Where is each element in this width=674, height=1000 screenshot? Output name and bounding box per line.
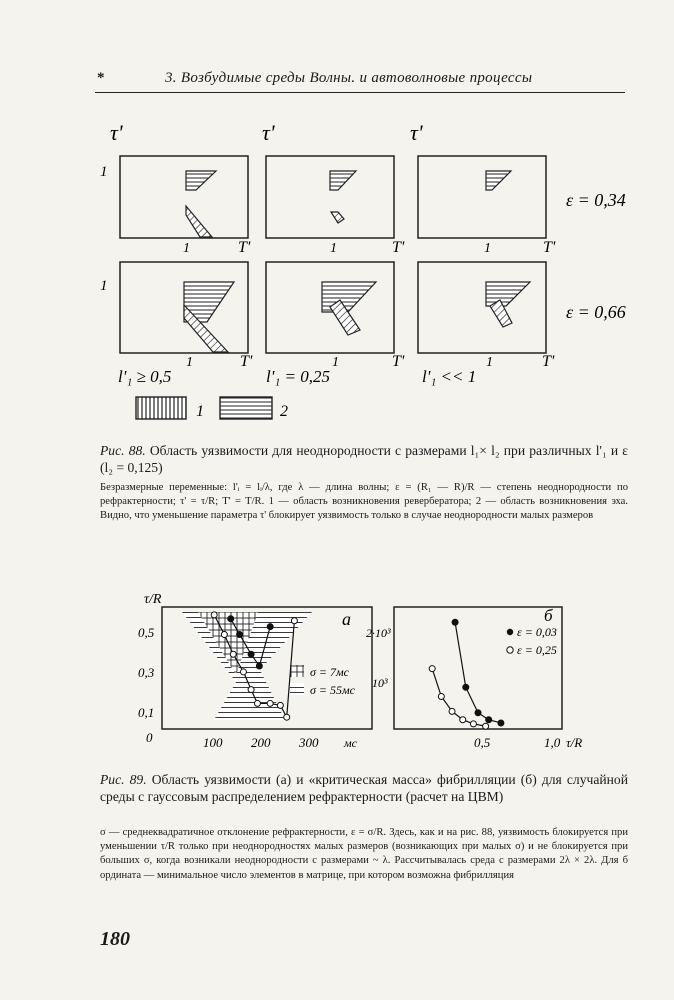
fig89b-series-1-point-3 xyxy=(475,710,481,716)
fig89a-xtick-0: 100 xyxy=(203,735,223,750)
caption-89-label: Рис. 89. xyxy=(100,772,147,787)
fig88-r1c1-xlabel: T' xyxy=(238,239,251,256)
fig89b-xtick-1: 1,0 xyxy=(544,735,561,750)
fig89a-legend-sigma55: σ = 55мс xyxy=(310,683,355,697)
caption-89-title: Область уязвимости (а) и «критическая масса» фибрилляции (б) для случайной среды с гауссовым распределением рефрактерности (расчет на ЦВМ) xyxy=(100,772,628,804)
fig88-eps-row2: ε = 0,66 xyxy=(566,302,626,322)
fig89a-panel-label: а xyxy=(342,609,351,629)
fig89b-xtick-0: 0,5 xyxy=(474,735,491,750)
fig89b-series-2-point-6 xyxy=(483,723,489,729)
fig89b-panel-label: б xyxy=(544,606,553,625)
fig88-panel-r2c2 xyxy=(266,262,394,353)
fig89a-series-2-point-5 xyxy=(248,687,254,693)
fig88-legend-1 xyxy=(136,397,204,420)
fig89b-series-1-point-1 xyxy=(452,619,458,625)
fig88-col3-param: l'₁ << 1 xyxy=(422,367,477,386)
fig88-col1-param: l'₁ ≥ 0,5 xyxy=(118,367,172,386)
fig88-r1c2-xtick: 1 xyxy=(330,241,337,256)
fig89a-series-1-point-3 xyxy=(248,651,254,657)
fig89b-legend-filled-marker xyxy=(507,629,513,635)
figure-89 xyxy=(0,585,674,755)
fig89b-series-1-line xyxy=(455,622,501,723)
fig89a-series-2-point-7 xyxy=(267,700,273,706)
fig89a-ytick-0: 0 xyxy=(146,730,153,745)
header-marker: * xyxy=(97,70,105,86)
fig89a-legend-line-swatch xyxy=(290,683,304,695)
fig89b-legend-open-marker xyxy=(507,647,513,653)
fig88-col2-param: l'₁ = 0,25 xyxy=(266,367,330,386)
fig89a-series-2-point-9 xyxy=(284,714,290,720)
fig89b-series-2-point-3 xyxy=(449,708,455,714)
caption-88-title: Область уязвимости для неоднородности с размерами l₁× l₂ при различных l'₁ и ε (l₂ = 0,125) xyxy=(100,443,628,475)
fig89a-xlabel: мс xyxy=(344,736,357,750)
header-title: 3. Возбудимые среды Волны. и автоволновые процессы xyxy=(165,70,533,86)
fig88-panel-r1c1 xyxy=(120,156,248,238)
fig89a-series-1-point-5 xyxy=(267,624,273,630)
fig89-panel-b xyxy=(366,606,582,750)
fig89a-series-2-point-6 xyxy=(254,700,260,706)
fig88-legend-2-number: 2 xyxy=(280,403,288,420)
fig89b-ytick-0: 2·10³ xyxy=(366,626,391,640)
fig89a-ylabel: τ/R xyxy=(144,592,162,607)
fig89a-ytick-1: 0,1 xyxy=(138,705,155,720)
fig89b-series-1-point-4 xyxy=(486,717,492,723)
fig88-ylabel-col2: τ' xyxy=(262,120,275,145)
page-number: 180 xyxy=(100,928,130,950)
fig88-r2c2-xtick: 1 xyxy=(332,355,339,370)
fig89a-series-2-point-10 xyxy=(291,618,297,624)
caption-88-title-block xyxy=(100,442,628,476)
fig89a-series-2-point-2 xyxy=(221,632,227,638)
fig88-panel-r1c2 xyxy=(266,156,394,238)
fig89b-legend-eps003: ε = 0,03 xyxy=(517,625,557,639)
fig88-ylabel-col3: τ' xyxy=(410,120,423,145)
caption-88-body: Безразмерные переменные: l'ᵢ = lᵢ/λ, где λ — длина волны; ε = (R₁ — R)/R — степень неоднородности по рефрактерности; τ' = τ/R; T' = T/R. 1 — область возникновения ревербератора; 2 — область возникновения эха. Видно, что уменьшение параметра τ' блокирует уязвимость только в случае неоднородности малых размеров xyxy=(100,482,628,522)
fig88-eps-row1: ε = 0,34 xyxy=(566,190,626,210)
fig88-panel-r2c1 xyxy=(120,262,248,353)
fig89a-series-1-point-2 xyxy=(237,632,243,638)
fig89b-xlabel: τ/R xyxy=(566,735,583,750)
caption-88-label: Рис. 88. xyxy=(100,443,146,458)
fig89a-series-2-point-8 xyxy=(277,702,283,708)
fig89b-series-2-point-1 xyxy=(429,666,435,672)
fig89a-legend-grid-swatch xyxy=(290,665,304,677)
fig89b-series-2-point-2 xyxy=(438,694,444,700)
caption-89-body: σ — среднеквадратичное отклонение рефрактерности, ε = σ/R. Здесь, как и на рис. 88, уязвимость блокируется при уменьшении τ/R только при неоднородностях малых размеров (возникающих при малых σ) и не блокируется при больших σ, когда возникали неоднородности с размерами ~ λ. Рассчитывалась среда с размерами 2λ × 2λ. Для б ордината — минимальное число элементов в матрице, при котором возможна фибрилляция xyxy=(100,827,628,881)
fig88-r1c1-xtick: 1 xyxy=(183,241,190,256)
running-head xyxy=(95,68,625,93)
fig88-r2c1-xlabel: T' xyxy=(240,353,253,370)
figure-88 xyxy=(0,120,674,430)
fig88-r1c3-xtick: 1 xyxy=(484,241,491,256)
fig89a-series-2-point-3 xyxy=(230,651,236,657)
fig88-r2c3-xtick: 1 xyxy=(486,355,493,370)
fig89b-series-2-point-5 xyxy=(470,721,476,727)
fig89b-series-1-point-2 xyxy=(463,684,469,690)
caption-89-title-block xyxy=(100,771,628,805)
fig89a-legend-sigma7: σ = 7мс xyxy=(310,665,349,679)
fig89b-marks xyxy=(429,619,504,729)
fig88-row2-ytick: 1 xyxy=(100,278,108,294)
fig88-r1c2-xlabel: T' xyxy=(392,239,405,256)
fig89a-xtick-2: 300 xyxy=(299,735,319,750)
fig89a-series-2-point-1 xyxy=(211,612,217,618)
fig88-r2c1-xtick: 1 xyxy=(186,355,193,370)
fig88-r2c3-xlabel: T' xyxy=(542,353,555,370)
fig89a-series-2-point-4 xyxy=(240,669,246,675)
fig89a-series-1-point-4 xyxy=(256,663,262,669)
fig89b-legend-eps025: ε = 0,25 xyxy=(517,643,557,657)
fig89b-series-1-point-5 xyxy=(498,720,504,726)
fig89a-ytick-3: 0,5 xyxy=(138,625,155,640)
fig89a-ytick-2: 0,3 xyxy=(138,665,155,680)
fig88-legend-2 xyxy=(220,397,288,420)
fig88-panel-r1c3 xyxy=(418,156,546,238)
fig89b-ytick-1: 10³ xyxy=(372,676,388,690)
fig89a-xtick-1: 200 xyxy=(251,735,271,750)
fig88-row1-ytick: 1 xyxy=(100,164,108,180)
fig88-legend-1-number: 1 xyxy=(196,403,204,420)
fig89-panel-a xyxy=(138,592,372,750)
fig89a-series-1-point-1 xyxy=(228,616,234,622)
fig88-ylabel-col1: τ' xyxy=(110,120,123,145)
fig89b-series-2-point-4 xyxy=(460,717,466,723)
fig88-panel-r2c3 xyxy=(418,262,546,353)
fig88-r1c3-xlabel: T' xyxy=(543,239,556,256)
fig88-r2c2-xlabel: T' xyxy=(392,353,405,370)
